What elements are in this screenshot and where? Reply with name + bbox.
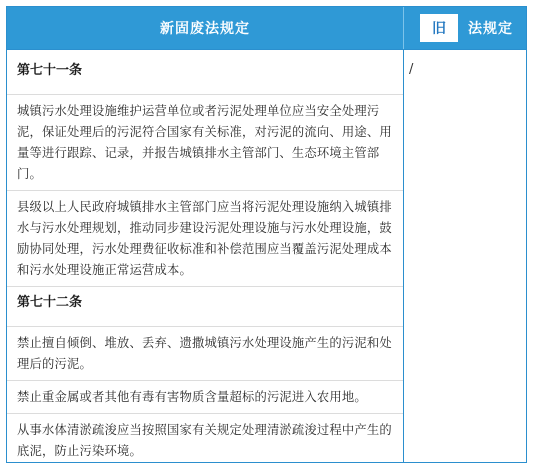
article-paragraph: 禁止重金属或者其他有毒有害物质含量超标的污泥进入农用地。	[17, 390, 367, 404]
old-law-placeholder: /	[409, 62, 414, 77]
table-body	[7, 50, 526, 462]
divider	[7, 380, 403, 381]
divider	[7, 94, 403, 95]
table-header	[7, 7, 526, 50]
old-law-column	[404, 50, 526, 462]
divider	[7, 286, 403, 287]
old-law-header	[404, 7, 526, 49]
divider	[7, 326, 403, 327]
new-law-header: 新固废法规定	[7, 7, 404, 49]
article-title: 第七十一条	[17, 63, 83, 78]
old-law-header-label: 法规定	[468, 21, 513, 37]
old-badge: 旧	[420, 14, 458, 42]
divider	[7, 413, 403, 414]
divider	[7, 190, 403, 191]
article-paragraph: 县级以上人民政府城镇排水主管部门应当将污泥处理设施纳入城镇排水与污水处理规划，推动同步建设污泥处理设施与污水处理设施，鼓励协同处理，污水处理费征收标准和补偿范围应当覆盖污泥处理成本和污水处理设施正常运营成本。	[17, 200, 392, 277]
article-paragraph: 从事水体清淤疏浚应当按照国家有关规定处理清淤疏浚过程中产生的底泥，防止污染环境。	[17, 423, 392, 458]
law-comparison-table	[6, 6, 527, 463]
article-title: 第七十二条	[17, 295, 83, 310]
article-paragraph: 城镇污水处理设施维护运营单位或者污泥处理单位应当安全处理污泥，保证处理后的污泥符合国家有关标准，对污泥的流向、用途、用量等进行跟踪、记录，并报告城镇排水主管部门、生态环境主管部门。	[17, 104, 392, 181]
article-paragraph: 禁止擅自倾倒、堆放、丢弃、遗撒城镇污水处理设施产生的污泥和处理后的污泥。	[17, 336, 392, 371]
new-law-column	[7, 50, 404, 462]
